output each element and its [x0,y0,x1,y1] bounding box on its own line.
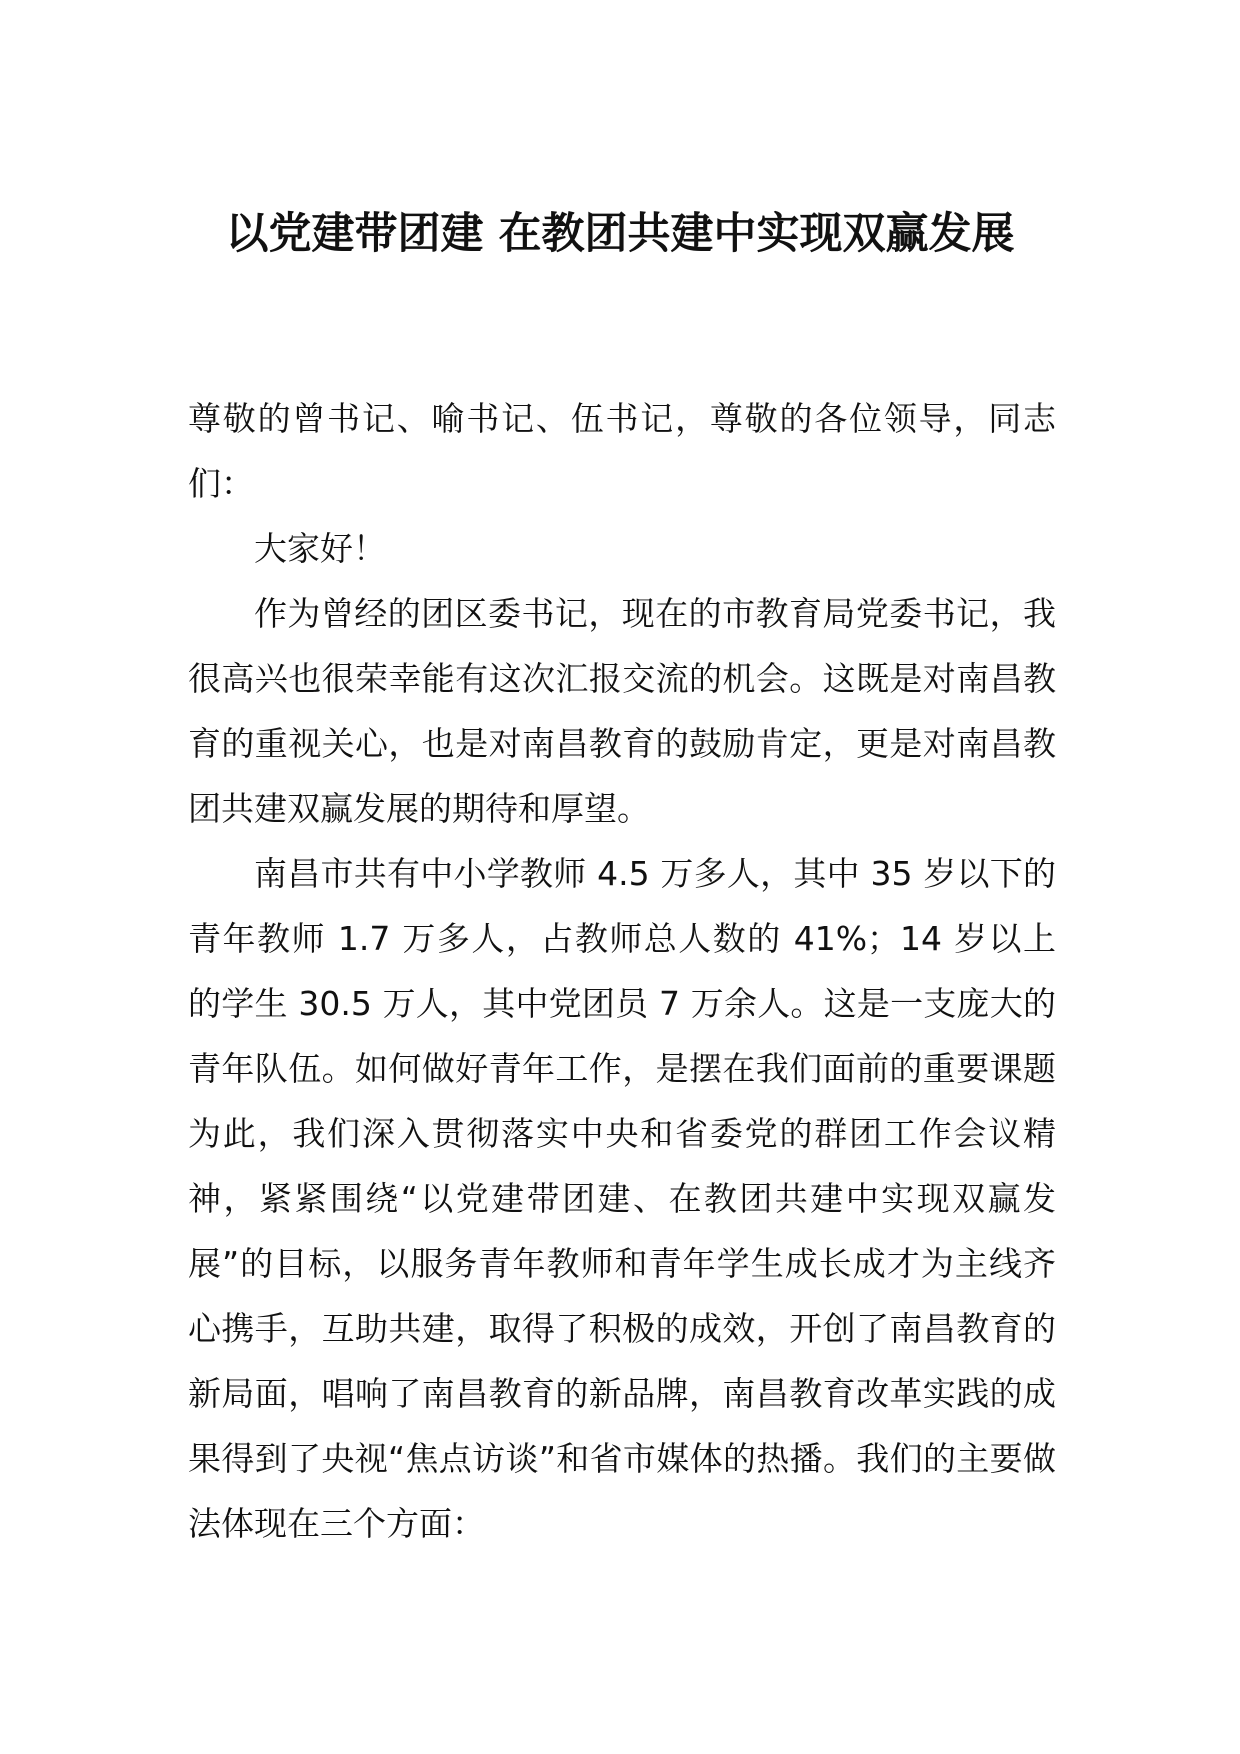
document-body [188,386,1056,1556]
body-paragraph: 作为曾经的团区委书记，现在的市教育局党委书记，我很高兴也很荣幸能有这次汇报交流的机会。这既是对南昌教育的重视关心，也是对南昌教育的鼓励肯定，更是对南昌教团共建双赢发展的期待和厚望。 [188,594,1056,828]
salutation-paragraph: 尊敬的曾书记、喻书记、伍书记，尊敬的各位领导，同志们： [188,399,1056,503]
body-paragraph: 南昌市共有中小学教师 4.5 万多人，其中 35 岁以下的青年教师 1.7 万多人，占教师总人数的 41%；14 岁以上的学生 30.5 万人，其中党团员 7 万余人。这是一支庞大的青年队伍。如何做好青年工作，是摆在我们面前的重要课题为此，我们深入贯彻落实中央和省委党的群团工作会议精神，紧紧围绕“以党建带团建、在教团共建中实现双赢发展”的目标，以服务青年教师和青年学生成长成才为主线齐心携手，互助共建，取得了积极的成效，开创了南昌教育的新局面，唱响了南昌教育的新品牌，南昌教育改革实践的成果得到了央视“焦点访谈”和省市媒体的热播。我们的主要做法体现在三个方面： [188,854,1056,1543]
document-title: 以党建带团建 在教团共建中实现双赢发展 [225,209,1015,259]
greeting-paragraph: 大家好！ [254,529,386,568]
